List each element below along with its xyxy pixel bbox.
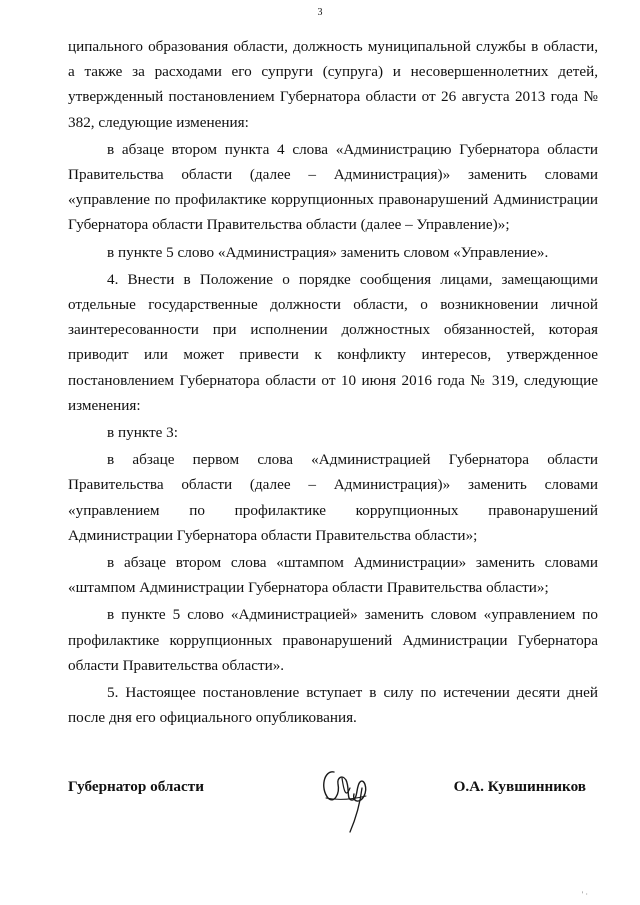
handwritten-signature: [316, 758, 376, 840]
paragraph-item: 5. Настоящее постановление вступает в силу по истечении десяти дней после дня его официального опубликования.: [68, 684, 598, 727]
scan-artifact-marks: ' ·: [581, 890, 588, 899]
page-number: 3: [317, 7, 323, 18]
paragraph-item: в пункте 5 слово «Администрацией» заменить словом «управлением по профилактике коррупционных правонарушений Администрации Губернатора области Правительства области».: [68, 606, 598, 674]
signatory-name: О.А. Кувшинников: [453, 778, 586, 795]
paragraph-item: в абзаце втором пункта 4 слова «Администрацию Губернатора области Правительства области (далее – Администрация)» заменить словами «управление по профилактике коррупционных правонарушений Администрации Губернатора области Правительства области (далее – Управление)»;: [68, 140, 598, 234]
paragraph-item: в пункте 3:: [107, 424, 178, 442]
signature-block: [68, 758, 598, 848]
signatory-title: Губернатор области: [68, 778, 204, 795]
paragraph-continuation: ципального образования области, должность муниципальной службы в области, а также за расходами его супруги (супруга) и несовершеннолетних детей, утвержденный постановлением Губернатора области от 26 августа 2013 года № 382, следующие изменения:: [68, 38, 598, 131]
paragraph-item: 4. Внести в Положение о порядке сообщения лицами, замещающими отдельные государственные должности области, о возникновении личной заинтересованности при исполнении должностных обязанностей, которая приводит или может привести к конфликту интересов, утвержденное постановлением Губернатора области от 10 июня 2016 года № 319, следующие изменения:: [68, 270, 598, 414]
document-body: [68, 34, 598, 730]
paragraph-item: в абзаце первом слова «Администрацией Губернатора области Правительства области (далее – Администрация)» заменить словами «управлением по профилактике коррупционных правонарушений Администрации Губернатора области Правительства области»;: [68, 451, 598, 544]
paragraph-item: в абзаце втором слова «штампом Администрации» заменить словами «штампом Администрации Губернатора области Правительства области»;: [68, 554, 598, 597]
paragraph-item: в пункте 5 слово «Администрация» заменить словом «Управление».: [107, 243, 549, 261]
